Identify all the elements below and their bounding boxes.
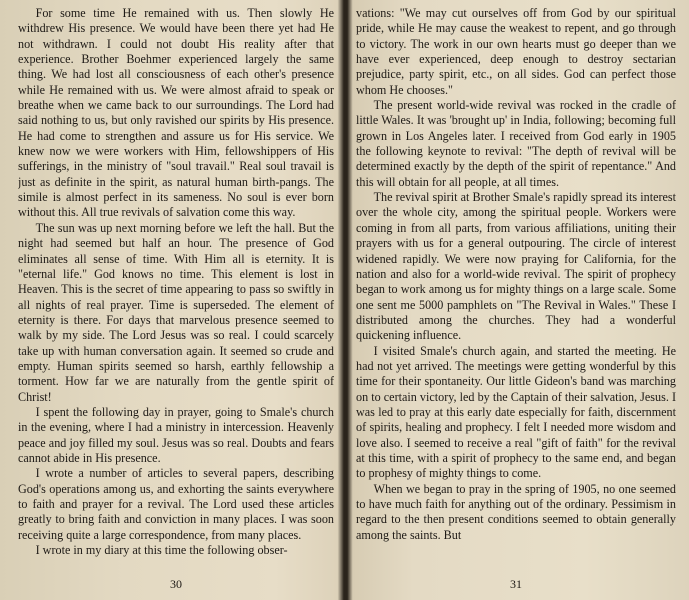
paragraph: I wrote in my diary at this time the following obser-	[35, 543, 288, 558]
paragraph: The revival spirit at Brother Smale's rapidly spread its interest over the whole city, among the spiritual people. Workers were coming in from all parts, from various affiliations, uniting their prayers with us for a general outpouring. The circle of interest widened rapidly. We were now praying for California, for the nation and also for a world-wide revival. The spirit of prophecy began to work among us for mighty things on a large scale. Some one sent me 5000 pamphlets on "The Revival in Wales." These I distributed among the churches. They had a wonderful quickening influence.	[356, 190, 676, 343]
paragraph: I visited Smale's church again, and started the meeting. He had not yet arrived. The meetings were getting wonderful by this time for their spontaneity. Our little Gideon's band was marching on to certain victory, led by the Captain of their salvation, Jesus. I was led to pray at this early date especially for faith, discernment of spirits, healing and prophecy. I felt I needed more wisdom and love also. I seemed to receive a real "gift of faith" for the revival at this time, with a spirit of prophecy to the same end, and began to prophesy of mighty things to come.	[356, 343, 676, 481]
paragraph: I spent the following day in prayer, going to Smale's church in the evening, where I had a ministry in intercession. Heavenly peace and joy filled my soul. Jesus was so real. Doubts and fears cannot abide in His presence.	[18, 404, 334, 465]
left-page	[18, 6, 334, 594]
paragraph: I wrote a number of articles to several papers, describing God's operations among us, and exhorting the saints everywhere to faith and prayer for a revival. The Lord used these articles greatly to bring faith and conviction in many places. I was soon receiving quite a large correspondence, from many places.	[18, 466, 334, 542]
left-page-body	[18, 6, 334, 558]
paragraph: The sun was up next morning before we left the hall. But the night had seemed but half an hour. The presence of God eliminates all sense of time. With Him all is eternity. It is "eternal life." God knows no time. This element is lost in Heaven. This is the secret of time appearing to pass so swiftly in all nights of real prayer. Time is superseded. The element of eternity is there. For days that marvelous presence seemed to walk by my side. The Lord Jesus was so real. I could scarcely take up with human conversation again. It seemed so crude and empty. Human spirits seemed so harsh, earthly fellowship a torment. How far we are naturally from the gentle spirit of Christ!	[18, 220, 334, 404]
paragraph: When we began to pray in the spring of 1905, no one seemed to have much faith for anything out of the ordinary. Pessimism in regard to the then present conditions seemed to obtain generally among the saints. But	[356, 481, 676, 542]
paragraph: For some time He remained with us. Then slowly He withdrew His presence. We would have been there yet had He not withdrawn. I could not doubt His reality after that experience. Brother Boehmer experienced largely the same thing. We had lost all consciousness of each other's presence while He remained with us. We were almost afraid to speak or breathe when we came back to our surroundings. The Lord had said nothing to us, but only ravished our spirits by His presence. He had come to strengthen and assure us for His service. We knew now we were workers with Him, fellowshippers of His sufferings, in the ministry of "soul travail." Real soul travail is just as definite in the spirit, as natural human birth-pangs. The simile is almost perfect in its sameness. No soul is ever born without this. All true revivals of salvation come this way.	[18, 6, 334, 220]
page-number: 31	[510, 577, 522, 591]
paragraph: The present world-wide revival was rocked in the cradle of little Wales. It was 'brought up' in India, following; becoming full grown in Los Angeles later. I received from God early in 1905 the following keynote to revival: "The depth of revival will be determined exactly by the depth of the spirit of repentance." And this will obtain for all people, at all times.	[356, 98, 676, 189]
right-page	[356, 6, 676, 594]
page-number: 30	[170, 577, 182, 591]
paragraph: vations: "We may cut ourselves off from God by our spiritual pride, while He may cause the weakest to repent, and go through to victory. The work in our own hearts must go deeper than we have ever experienced, deep enough to destroy sectarian prejudice, party spirit, etc., on all sides. God can perfect those whom He chooses."	[356, 6, 676, 97]
right-page-body	[356, 6, 676, 543]
